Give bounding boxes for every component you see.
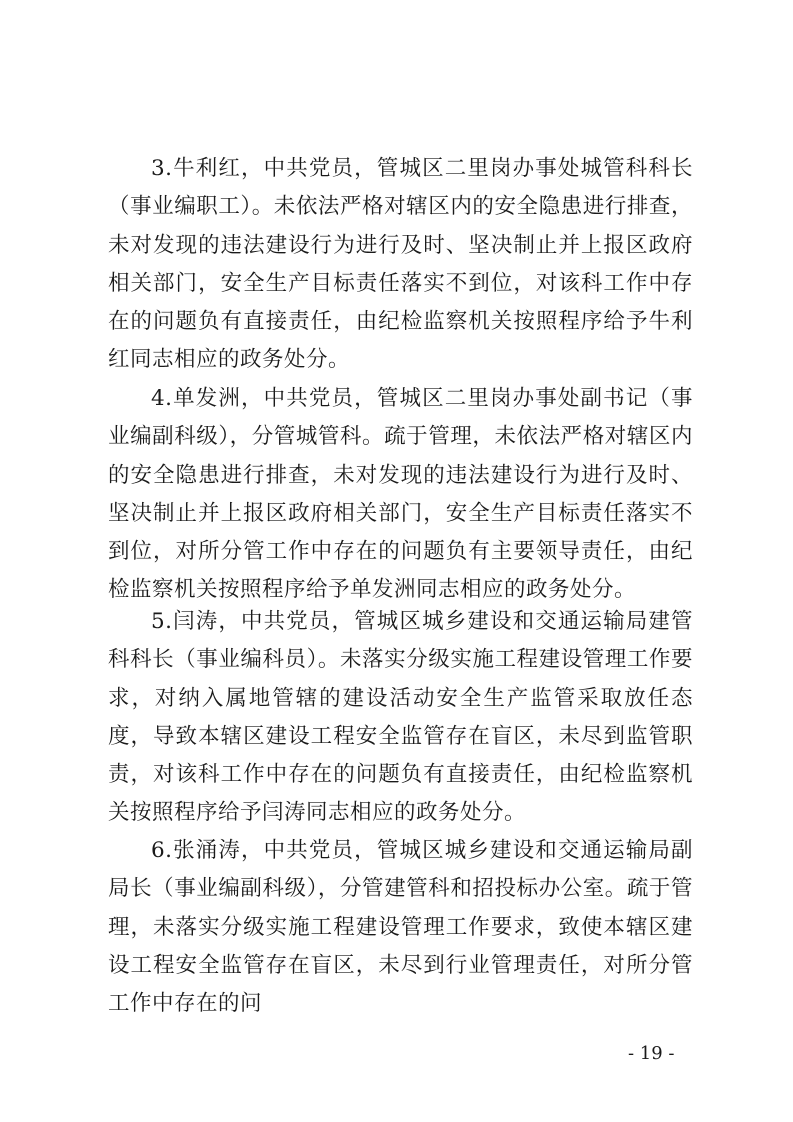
paragraph-item-6: 6.张涌涛，中共党员，管城区城乡建设和交通运输局副局长（事业编副科级），分管建管科和招投标办公室。疏于管理，未落实分级实施工程建设管理工作要求，致使本辖区建设工程安全监管存在盲区，未尽到行业管理责任，对所分管工作中存在的问 [108, 838, 693, 1017]
paragraph-item-3: 3.牛利红，中共党员，管城区二里岗办事处城管科科长（事业编职工）。未依法严格对辖区内的安全隐患进行排查，未对发现的违法建设行为进行及时、坚决制止并上报区政府相关部门，安全生产目标责任落实不到位，对该科工作中存在的问题负有直接责任，由纪检监察机关按照程序给予牛利红同志相应的政务处分。 [108, 156, 693, 373]
paragraph-item-4: 4.单发洲，中共党员，管城区二里岗办事处副书记（事业编副科级），分管城管科。疏于管理，未依法严格对辖区内的安全隐患进行排查，未对发现的违法建设行为进行及时、坚决制止并上报区政府相关部门，安全生产目标责任落实不到位，对所分管工作中存在的问题负有主要领导责任，由纪检监察机关按照程序给予单发洲同志相应的政务处分。 [108, 386, 693, 603]
paragraph-item-5: 5.闫涛，中共党员，管城区城乡建设和交通运输局建管科科长（事业编科员）。未落实分级实施工程建设管理工作要求，对纳入属地管辖的建设活动安全生产监管采取放任态度，导致本辖区建设工程安全监管存在盲区，未尽到监管职责，对该科工作中存在的问题负有直接责任，由纪检监察机关按照程序给予闫涛同志相应的政务处分。 [108, 609, 693, 826]
page-number: - 19 - [628, 1043, 675, 1064]
